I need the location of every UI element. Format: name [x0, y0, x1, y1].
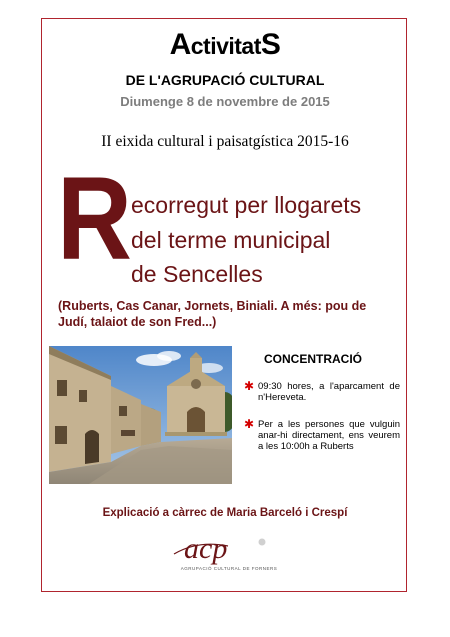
concentracio-heading: CONCENTRACIÓ [264, 352, 362, 366]
event-date: Diumenge 8 de novembre de 2015 [120, 94, 330, 109]
title-middle: ctivitat [190, 33, 261, 59]
title-final: S [260, 28, 281, 61]
guide-credit: Explicació a càrrec de Maria Barceló i Crespí [102, 507, 348, 519]
route-title-line-2: del terme municipal [131, 227, 331, 253]
meeting-point-item [244, 381, 400, 403]
route-title-line-1: ecorregut per llogarets [131, 192, 362, 218]
logo-subtitle: AGRUPACIÓ CULTURAL DE FORNERS [180, 566, 278, 571]
meeting-point-text: 09:30 hores, a l'aparcament de n'Hereveta. [258, 381, 400, 403]
poster-title [0, 28, 450, 62]
villages-list: (Ruberts, Cas Canar, Jornets, Biniali. A més: pou de Judí, talaiot de son Fred...) [58, 299, 367, 329]
asterisk-icon: ✱ [244, 417, 255, 431]
route-initial: R [57, 153, 132, 285]
direct-meeting-text: Per a les persones que vulguin anar-hi directament, ens veurem a les 10:00h a Ruberts [258, 419, 400, 452]
route-title-line-3: de Sencelles [131, 261, 263, 287]
direct-meeting-item [244, 419, 400, 452]
poster-subtitle: DE L'AGRUPACIÓ CULTURAL [125, 72, 325, 88]
logo-wordmark: acp [184, 532, 228, 565]
asterisk-icon: ✱ [244, 379, 255, 393]
title-initial: A [169, 28, 191, 61]
event-name: II eixida cultural i paisatgística 2015-16 [101, 133, 349, 150]
village-street-photo [49, 346, 232, 484]
